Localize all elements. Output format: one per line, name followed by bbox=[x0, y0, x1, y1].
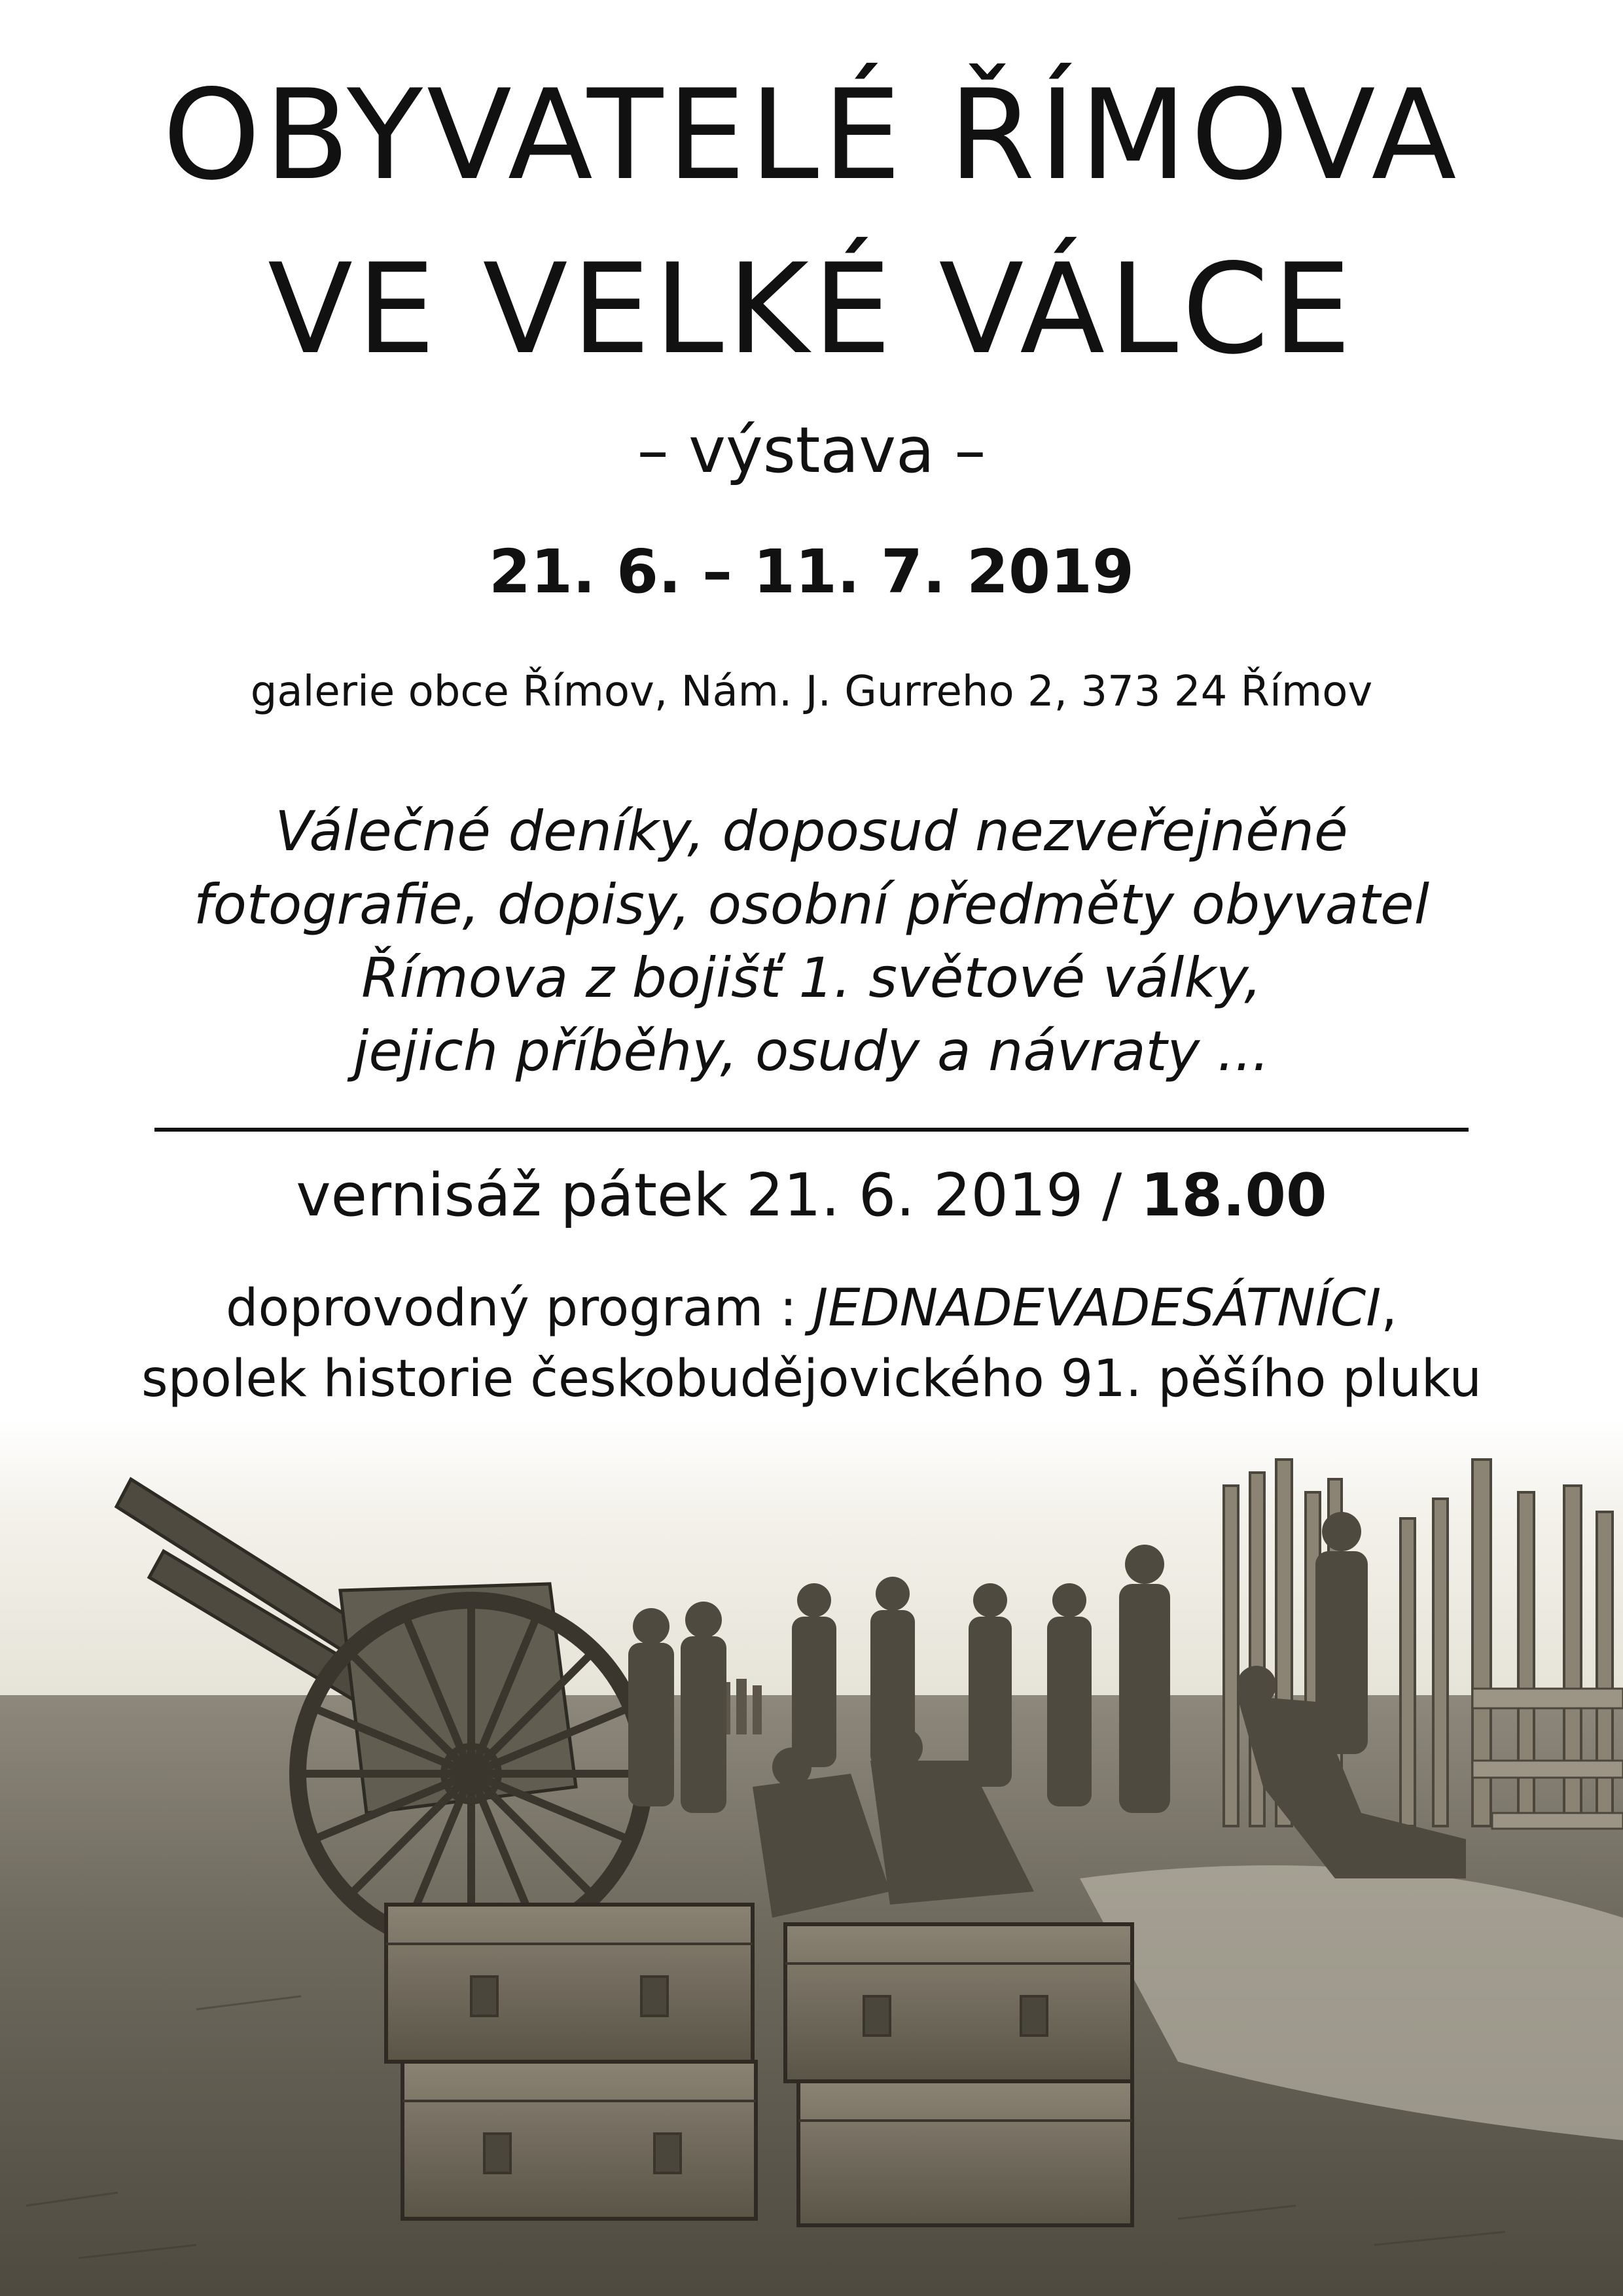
venue-address: galerie obce Římov, Nám. J. Gurreho 2, 373 24 Římov bbox=[250, 668, 1373, 716]
title-line-2: VE VELKÉ VÁLCE bbox=[268, 237, 1355, 382]
subtitle: – výstava – bbox=[637, 414, 986, 487]
description-line-4: jejich příběhy, osudy a návraty ... bbox=[353, 1019, 1270, 1083]
program-line-1 bbox=[0, 1279, 1623, 1338]
title-line-1: OBYVATELÉ ŘÍMOVA bbox=[162, 63, 1461, 207]
divider-line bbox=[154, 1128, 1469, 1132]
description-line-1: Válečné deníky, doposud nezveřejněné bbox=[275, 799, 1348, 863]
program-comma: , bbox=[1381, 1279, 1398, 1338]
program-line-2: spolek historie českobudějovického 91. pěšího pluku bbox=[141, 1350, 1482, 1408]
program-label: doprovodný program : bbox=[225, 1279, 813, 1338]
historic-artillery-photo bbox=[0, 1420, 1623, 2296]
exhibition-dates: 21. 6. – 11. 7. 2019 bbox=[488, 537, 1135, 607]
description-line-3: Římova z bojišť 1. světové války, bbox=[361, 946, 1262, 1010]
description-line-2: fotografie, dopisy, osobní předměty obyvatel bbox=[193, 872, 1430, 937]
opening-time: 18.00 bbox=[1140, 1161, 1327, 1230]
opening-label: vernisáž pátek 21. 6. 2019 / bbox=[296, 1161, 1141, 1230]
opening-info bbox=[0, 1161, 1623, 1230]
program-group: JEDNADEVADESÁTNÍCI bbox=[813, 1279, 1382, 1338]
